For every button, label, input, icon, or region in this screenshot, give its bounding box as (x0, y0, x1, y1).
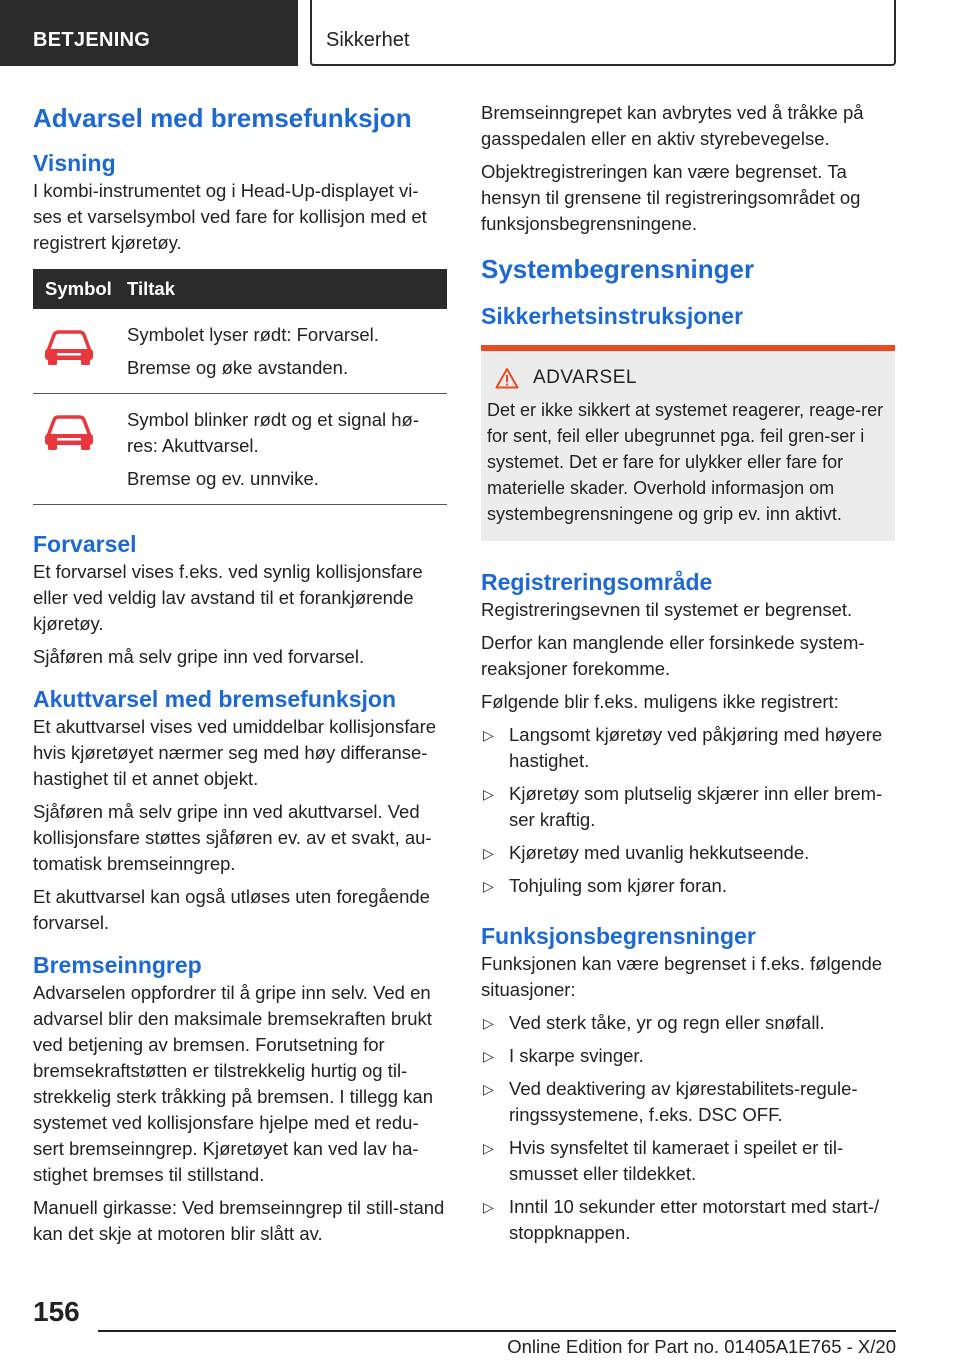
section-title: BETJENING (33, 29, 151, 51)
funk-heading: Funksjonsbegrensninger (481, 923, 756, 949)
forvarsel-heading: Forvarsel (33, 531, 137, 557)
action-line: Bremse og øke avstanden. (127, 357, 349, 378)
visning-heading: Visning (33, 150, 116, 176)
list-item: ▷ Ved deaktivering av kjørestabilitets-regule-ringssystemene, f.eks. DSC OFF. (483, 1078, 858, 1125)
edition-text: Online Edition for Part no. 01405A1E765 - X/20 (507, 1336, 896, 1357)
right-column (481, 100, 895, 1246)
warning-label: ADVARSEL (533, 367, 637, 388)
bullet-triangle-icon: ▷ (483, 786, 494, 802)
col-header-symbol: Symbol (33, 269, 127, 309)
warning-triangle-icon (495, 367, 519, 389)
list-item: ▷ Kjøretøy med uvanlig hekkutseende. (481, 840, 895, 866)
car-front-icon (43, 414, 95, 452)
car-front-icon (43, 329, 95, 367)
symbol-table (33, 269, 447, 505)
forvarsel-text: Sjåføren må selv gripe inn ved forvarsel. (33, 646, 365, 667)
warning-text: Det er ikke sikkert at systemet reagerer, reage-rer for sent, feil eller ubegrunnet pga. feil gren-ser i systemet. Det er fare for ulykker eller fare for materielle skader. Overhold informasjon om systembegrensningene og grip ev. inn aktivt. (487, 400, 884, 524)
action-cell (127, 394, 447, 505)
reg-text: Registreringsevnen til systemet er begrenset. (481, 599, 853, 620)
col-header-tiltak: Tiltak (127, 269, 447, 309)
list-item: ▷ Hvis synsfeltet til kameraet i speilet er til-smusset eller tildekket. (483, 1137, 844, 1184)
table-header-row (33, 269, 447, 309)
bullet-triangle-icon: ▷ (483, 1081, 494, 1097)
section-heading: Advarsel med bremsefunksjon (33, 103, 412, 133)
safety-heading: Sikkerhetsinstruksjoner (481, 303, 744, 329)
bullet-triangle-icon: ▷ (483, 1015, 494, 1031)
body-text: Objektregistreringen kan være begrenset. Ta hensyn til grensene til registreringsområdet og funksjonsbegrensningene. (481, 161, 861, 234)
body-text: Bremseinngrepet kan avbrytes ved å tråkke på gasspedalen eller en aktiv styrebevegelse. (481, 102, 864, 149)
list-item: ▷ Tohjuling som kjører foran. (481, 873, 895, 899)
list-item: ▷ I skarpe svinger. (481, 1043, 895, 1069)
bremse-text: Advarselen oppfordrer til å gripe inn selv. Ved en advarsel blir den maksimale bremsekraften brukt ved betjening av bremsen. Forutsetning for bremsekraftstøtten er tilstrekkelig hurtig og til-strekkelig sterk tråkking på bremsen. I tillegg kan systemet ved kollisjonsfare hjelpe med et redu-sert bremseinngrep. Kjøretøyet kan ved lav ha-stighet bremses til stillstand. (33, 982, 433, 1185)
table-row (33, 394, 447, 505)
action-line: Bremse og ev. unnvike. (127, 468, 319, 489)
bullet-triangle-icon: ▷ (483, 727, 494, 743)
symbol-cell (33, 309, 127, 394)
action-cell (127, 309, 447, 394)
page-header (0, 0, 960, 66)
reg-text: Følgende blir f.eks. muligens ikke registrert: (481, 691, 839, 712)
section-heading: Systembegrensninger (481, 254, 755, 284)
left-column (33, 100, 447, 1247)
list-item: ▷ Kjøretøy som plutselig skjærer inn eller brem-ser kraftig. (483, 783, 883, 830)
bullet-triangle-icon: ▷ (483, 1048, 494, 1064)
forvarsel-text: Et forvarsel vises f.eks. ved synlig kollisjonsfare eller ved veldig lav avstand til et forankjørende kjøretøy. (33, 561, 423, 634)
funk-text: Funksjonen kan være begrenset i f.eks. følgende situasjoner: (481, 953, 883, 1000)
bremse-heading: Bremseinngrep (33, 952, 202, 978)
bremse-text: Manuell girkasse: Ved bremseinngrep til still-stand kan det skje at motoren blir slått av. (33, 1197, 445, 1244)
akutt-text: Sjåføren må selv gripe inn ved akuttvarsel. Ved kollisjonsfare støttes sjåføren ev. av et svakt, au-tomatisk bremseinngrep. (33, 801, 432, 874)
akutt-text: Et akuttvarsel vises ved umiddelbar kollisjonsfare hvis kjøretøyet nærmer seg med høy differanse-hastighet til et annet objekt. (33, 716, 437, 789)
list-item: ▷ Inntil 10 sekunder etter motorstart med start-/ stoppknappen. (483, 1196, 880, 1243)
visning-text: I kombi-instrumentet og i Head-Up-displayet vi-ses et varselsymbol ved fare for kollisjon med et registrert kjøretøy. (33, 180, 427, 253)
warning-header (495, 367, 889, 389)
bullet-triangle-icon: ▷ (483, 845, 494, 861)
bullet-triangle-icon: ▷ (483, 1199, 494, 1215)
subsection-tab (310, 0, 896, 66)
list-item: ▷ Langsomt kjøretøy ved påkjøring med høyere hastighet. (483, 724, 883, 771)
reg-list (481, 722, 895, 899)
bullet-triangle-icon: ▷ (483, 1140, 494, 1156)
akutt-heading: Akuttvarsel med bremsefunksjon (33, 686, 397, 712)
subsection-title: Sikkerhet (326, 29, 410, 51)
akutt-text: Et akuttvarsel kan også utløses uten foregående forvarsel. (33, 886, 430, 933)
warning-box (481, 345, 895, 541)
footer-divider (98, 1330, 896, 1332)
bullet-triangle-icon: ▷ (483, 878, 494, 894)
action-line: Symbol blinker rødt og et signal hø-res: Akuttvarsel. (127, 409, 420, 456)
reg-heading: Registreringsområde (481, 569, 713, 595)
action-line: Symbolet lyser rødt: Forvarsel. (127, 324, 379, 345)
reg-text: Derfor kan manglende eller forsinkede system-reaksjoner forekomme. (481, 632, 865, 679)
funk-list (481, 1010, 895, 1246)
page-number: 156 (33, 1296, 80, 1327)
table-row (33, 309, 447, 394)
section-tab (0, 0, 298, 66)
symbol-cell (33, 394, 127, 505)
list-item: ▷ Ved sterk tåke, yr og regn eller snøfall. (481, 1010, 895, 1036)
